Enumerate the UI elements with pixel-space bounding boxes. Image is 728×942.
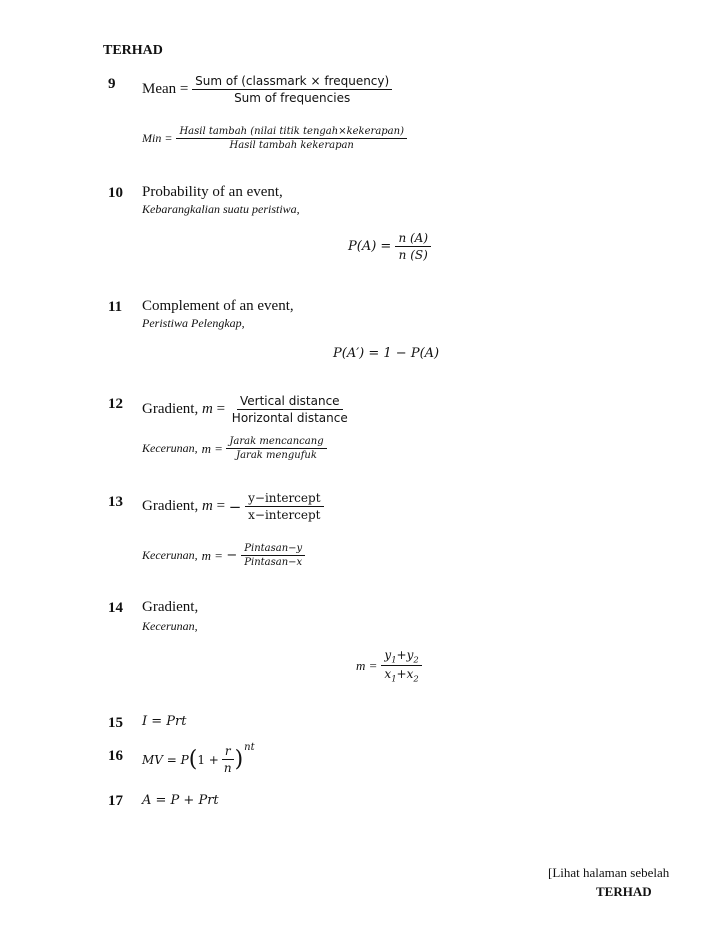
gradient-distance-formula <box>142 394 351 425</box>
x-symbol: x <box>384 667 392 682</box>
item-number: 11 <box>108 299 123 315</box>
kecerunan-distance-denominator: Jarak mengufuk <box>236 450 317 461</box>
kecerunan-distance-formula <box>142 436 327 461</box>
one-plus: 1 + <box>197 752 219 767</box>
kecerunan-label: Kecerunan, <box>142 548 198 562</box>
gradient-intercept-numerator: y−intercept <box>245 491 323 507</box>
close-paren: ) <box>234 746 244 772</box>
kecerunan-intercept-fraction <box>241 543 305 568</box>
gradient-points-lhs: m = <box>356 657 378 673</box>
mean-label: Mean = <box>142 81 189 97</box>
min-label: Min = <box>142 131 173 145</box>
gradient-distance-denominator: Horizontal distance <box>231 411 348 425</box>
complement-formula: P(A′) = 1 − P(A) <box>333 346 440 361</box>
gradient-points-formula <box>356 648 422 684</box>
min-denominator: Hasil tambah kekerapan <box>229 140 354 151</box>
gradient-var: m <box>201 401 213 417</box>
kecerunan-var: m <box>201 440 212 456</box>
y-symbol: y <box>384 648 392 662</box>
min-formula <box>142 126 407 151</box>
gradient-heading: Gradient, <box>142 599 199 615</box>
gradient-label: Gradient, <box>142 401 199 417</box>
gradient-eq: = <box>216 401 226 417</box>
gradient-intercept-formula <box>142 491 324 522</box>
item-number: 16 <box>108 748 123 764</box>
probability-heading: Probability of an event, <box>142 184 283 200</box>
rate-numerator: r <box>222 744 234 760</box>
mean-fraction <box>192 74 392 105</box>
rate-denominator: n <box>223 761 232 775</box>
probability-numerator: n (A) <box>395 231 431 247</box>
plus-sign: + <box>396 667 407 682</box>
x-symbol: x <box>406 667 414 682</box>
minus-sign: − <box>226 548 238 563</box>
interest-formula: I = Prt <box>142 714 187 729</box>
y-symbol: y <box>406 648 414 662</box>
probability-denominator: n (S) <box>398 248 428 262</box>
item-number: 13 <box>108 494 123 510</box>
gradient-var: m <box>201 498 213 514</box>
open-paren: ( <box>188 746 198 772</box>
kecerunan-eq: = <box>215 440 223 456</box>
kecerunan-intercept-formula <box>142 543 305 568</box>
amount-formula: A = P + Prt <box>142 793 219 808</box>
gradient-points-denominator <box>381 666 421 683</box>
next-page-note: [Lihat halaman sebelah <box>548 865 670 880</box>
item-number: 12 <box>108 396 123 412</box>
item-number: 15 <box>108 715 123 731</box>
gradient-points-numerator <box>381 648 421 666</box>
item-number: 14 <box>108 600 123 616</box>
probability-heading-my: Kebarangkalian suatu peristiwa, <box>142 202 300 216</box>
kecerunan-intercept-denominator: Pintasan−x <box>244 557 303 568</box>
gradient-eq: = <box>216 498 226 514</box>
gradient-points-fraction <box>381 648 421 684</box>
mean-numerator: Sum of (classmark × frequency) <box>192 74 392 90</box>
kecerunan-eq: = <box>215 547 223 563</box>
probability-formula <box>348 231 431 262</box>
rate-fraction <box>221 744 235 775</box>
probability-fraction <box>395 231 431 262</box>
subscript: 2 <box>413 654 419 665</box>
gradient-intercept-fraction <box>245 491 323 522</box>
complement-heading-my: Peristiwa Pelengkap, <box>142 316 245 330</box>
item-number: 9 <box>108 76 116 92</box>
kecerunan-distance-fraction <box>226 436 326 461</box>
kecerunan-distance-numerator: Jarak mencancang <box>226 436 326 449</box>
complement-heading: Complement of an event, <box>142 298 294 314</box>
mv-exponent: nt <box>244 742 255 753</box>
gradient-intercept-denominator: x−intercept <box>248 508 321 522</box>
subscript: 2 <box>413 673 419 684</box>
min-numerator: Hasil tambah (nilai titik tengah×kekerapan) <box>176 126 407 139</box>
gradient-distance-numerator: Vertical distance <box>237 394 343 410</box>
subscript: 1 <box>391 654 397 665</box>
gradient-label: Gradient, <box>142 498 199 514</box>
plus-sign: + <box>396 648 407 662</box>
kecerunan-intercept-numerator: Pintasan−y <box>241 543 305 556</box>
subscript: 1 <box>391 673 397 684</box>
gradient-distance-fraction <box>229 394 351 425</box>
mean-formula <box>142 74 392 105</box>
mv-lhs: MV = P <box>142 752 189 767</box>
header-classification: TERHAD <box>103 43 163 58</box>
gradient-heading-my: Kecerunan, <box>142 619 198 633</box>
probability-lhs: P(A) = <box>348 239 392 254</box>
item-number: 17 <box>108 793 123 809</box>
item-number: 10 <box>108 185 123 201</box>
footer-classification: TERHAD <box>596 884 652 899</box>
minus-sign: − <box>228 497 242 516</box>
kecerunan-var: m <box>201 547 212 563</box>
min-fraction <box>176 126 407 151</box>
mean-denominator: Sum of frequencies <box>234 91 351 105</box>
matured-value-formula <box>142 744 255 775</box>
kecerunan-label: Kecerunan, <box>142 441 198 455</box>
